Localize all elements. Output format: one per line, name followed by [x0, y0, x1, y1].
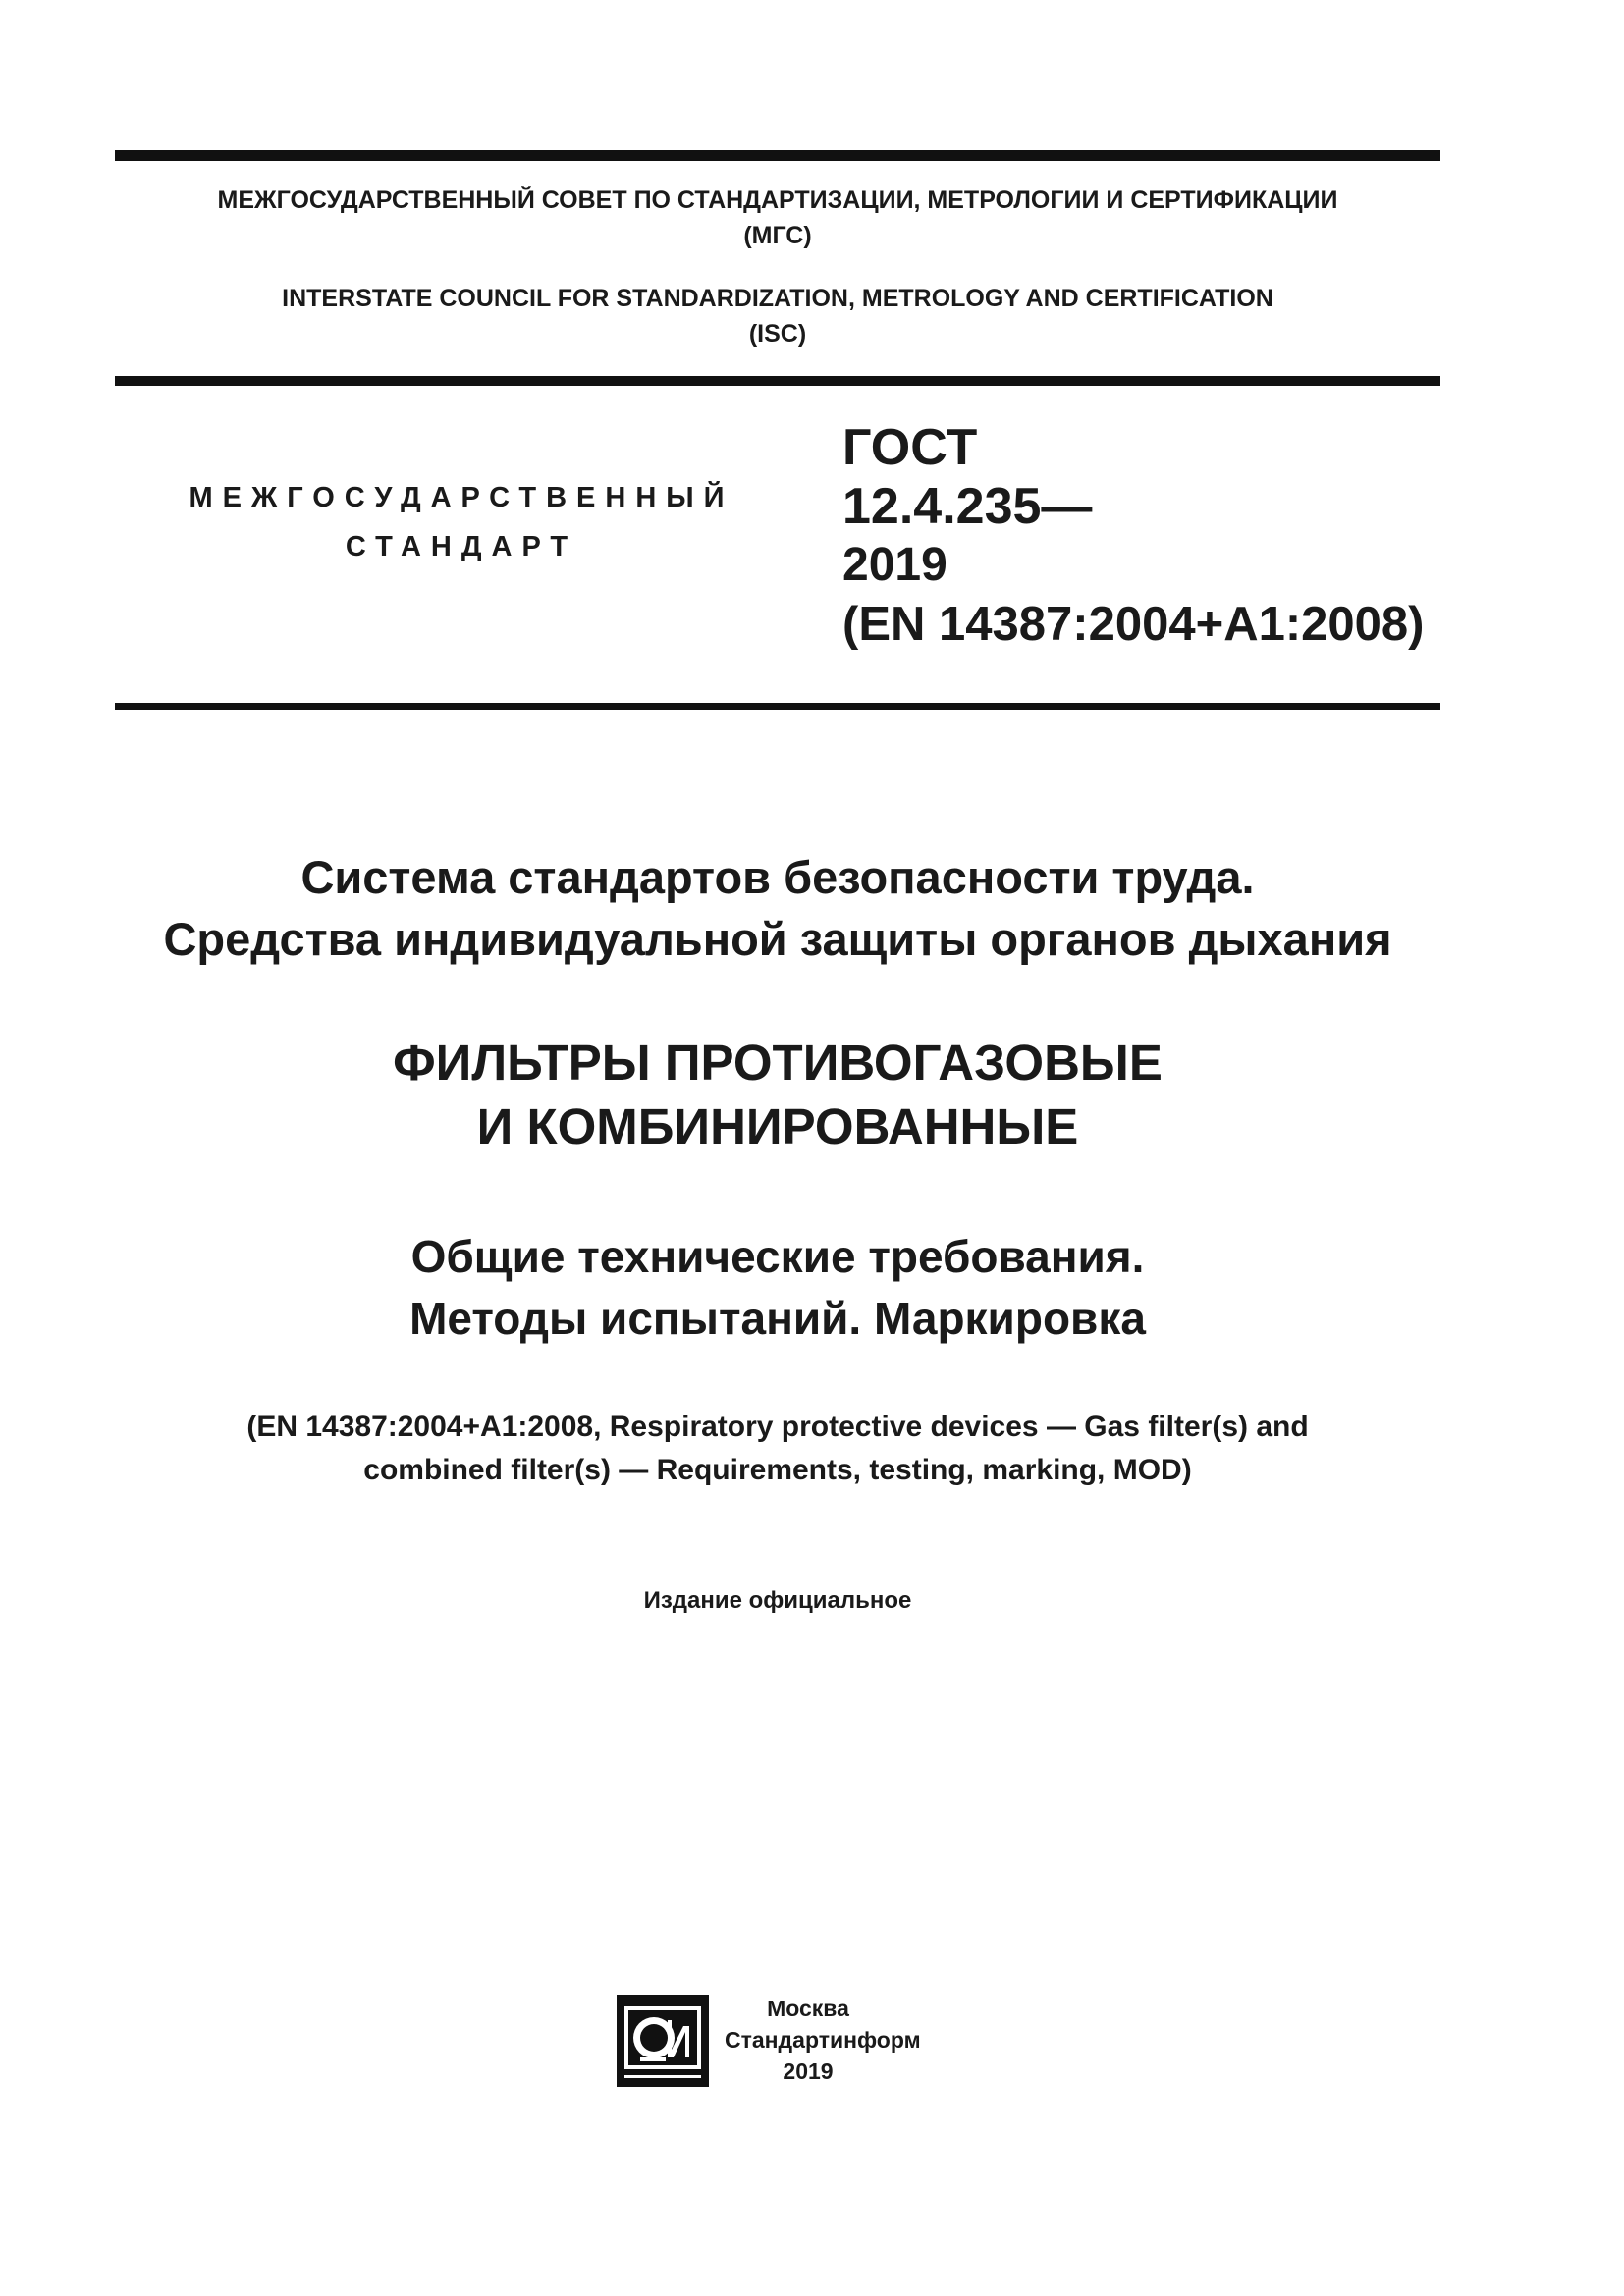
- council-name-en: [115, 281, 1440, 351]
- en-reference-line2: combined filter(s) — Requirements, testing, marking, MOD): [363, 1454, 1192, 1486]
- main-title-line1: ФИЛЬТРЫ ПРОТИВОГАЗОВЫЕ: [393, 1035, 1163, 1091]
- standard-designation: [842, 418, 1424, 654]
- council-abbr-ru: (МГС): [743, 222, 812, 249]
- publisher-name: Стандартинформ: [725, 2027, 921, 2053]
- header-divider: [115, 376, 1440, 386]
- standartinform-logo-icon: [615, 1993, 711, 2089]
- standard-type-line2: СТАНДАРТ: [345, 531, 578, 562]
- en-reference: [115, 1406, 1440, 1492]
- designation-prefix: ГОСТ: [842, 419, 978, 476]
- standard-type-line1: МЕЖГОСУДАРСТВЕННЫЙ: [189, 482, 734, 513]
- series-title: [115, 846, 1440, 970]
- designation-number: 12.4.235—: [842, 478, 1093, 535]
- main-title-line2: И КОМБИНИРОВАННЫЕ: [476, 1098, 1079, 1154]
- council-name-ru: [115, 183, 1440, 253]
- council-name-en-line1: INTERSTATE COUNCIL FOR STANDARDIZATION, METROLOGY AND CERTIFICATION: [282, 285, 1273, 312]
- designation-divider: [115, 703, 1440, 710]
- council-name-ru-line1: МЕЖГОСУДАРСТВЕННЫЙ СОВЕТ ПО СТАНДАРТИЗАЦИИ, МЕТРОЛОГИИ И СЕРТИФИКАЦИИ: [217, 187, 1338, 214]
- publisher-imprint: [725, 1993, 921, 2087]
- edition-note: Издание официальное: [643, 1587, 912, 1614]
- top-divider: [115, 150, 1440, 161]
- publisher-year: 2019: [783, 2058, 834, 2084]
- subtitle-line1: Общие технические требования.: [410, 1231, 1145, 1282]
- subtitle: [115, 1226, 1440, 1350]
- subtitle-line2: Методы испытаний. Маркировка: [409, 1293, 1146, 1344]
- main-title: [115, 1031, 1440, 1158]
- series-title-line2: Средства индивидуальной защиты органов дыхания: [163, 913, 1392, 965]
- en-reference-line1: (EN 14387:2004+A1:2008, Respiratory protective devices — Gas filter(s) and: [246, 1411, 1309, 1443]
- council-abbr-en: (ISC): [748, 320, 807, 347]
- publisher-city: Москва: [767, 1996, 849, 2021]
- designation-en-equivalent: (EN 14387:2004+A1:2008): [842, 598, 1425, 651]
- designation-year: 2019: [842, 539, 947, 591]
- series-title-line1: Система стандартов безопасности труда.: [300, 851, 1255, 903]
- standard-type: [147, 473, 776, 571]
